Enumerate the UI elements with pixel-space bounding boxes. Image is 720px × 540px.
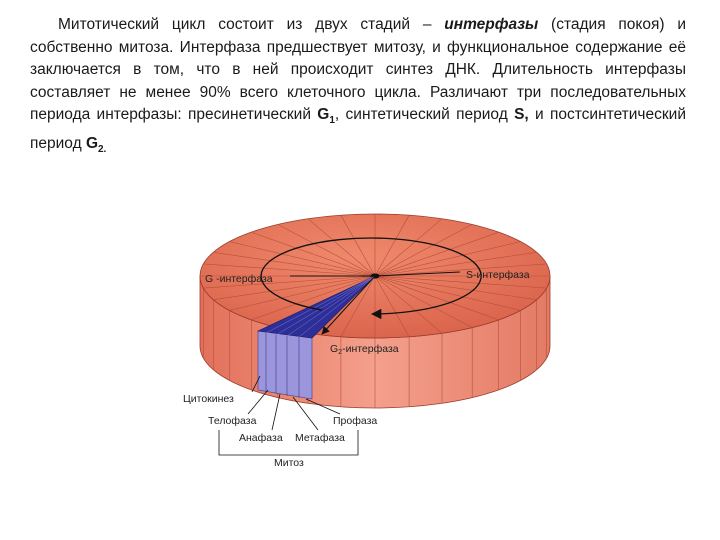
label-mitosis: Митоз — [274, 457, 304, 469]
leader-anaphase — [272, 394, 280, 430]
leader-telophase — [248, 390, 268, 414]
label-anaphase: Анафаза — [239, 432, 283, 444]
label-cytokinesis: Цитокинез — [183, 393, 234, 405]
label-telophase: Телофаза — [208, 415, 257, 427]
g1-symbol: G — [317, 106, 330, 123]
para-text-3: , синтетический период — [334, 106, 515, 123]
g2-subscript: 2. — [98, 143, 107, 155]
label-metaphase: Метафаза — [295, 432, 345, 444]
label-s-interphase: S-интерфаза — [466, 269, 530, 281]
para-text-1: Митотический цикл состоит из двух стадий – — [58, 16, 445, 33]
g2-symbol: G — [85, 134, 98, 152]
term-interphase: интерфазы — [444, 16, 539, 33]
intro-paragraph — [30, 14, 686, 161]
s-symbol: S, — [514, 106, 529, 123]
label-g1-interphase: G -интерфаза — [205, 273, 273, 285]
label-g2-interphase: G2-интерфаза — [330, 343, 399, 356]
g1-subscript: 1 — [329, 115, 335, 127]
cell-cycle-diagram — [0, 160, 720, 540]
label-prophase: Профаза — [333, 415, 378, 427]
para-text-4: и постсинтетический период — [30, 106, 686, 152]
para-text-2: (стадия покоя) и собственно митоза. Интерфаза предшествует митозу, и функциональное содержание её заключается в том, что в ней происходит синтез ДНК. Длительность интерфазы составляет не менее 90% всего клеточного цикла. Различают три последовательных периода интерфазы: пресинетический — [30, 16, 686, 123]
